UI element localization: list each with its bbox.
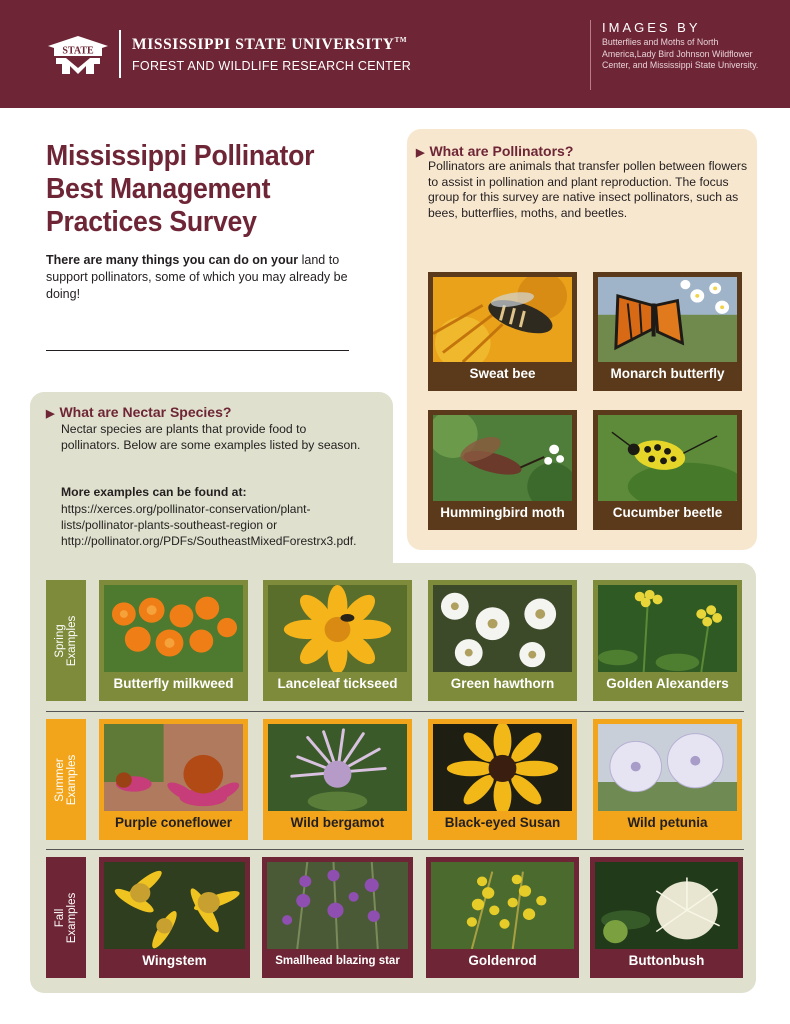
pollinator-label: Cucumber beetle [612,505,723,520]
page-title: Mississippi Pollinator Best Management Practices Survey [46,140,315,238]
plant-card [428,719,577,840]
wild-bergamot-photo [268,724,407,811]
butterfly-milkweed-photo [104,585,243,672]
plant-label: Butterfly milkweed [113,676,234,691]
wingstem-photo [104,862,245,949]
season-label-text: Spring Examples [54,615,78,666]
svg-text:STATE: STATE [62,45,94,57]
golden-alexanders-photo [598,585,737,672]
season-label-text: Summer Examples [54,754,78,805]
row-divider [46,711,744,712]
season-label-spring [46,580,86,701]
pollinator-card-cucumber-beetle [593,410,742,530]
plant-label: Purple coneflower [114,815,233,830]
university-wordmark [119,30,411,78]
pollinator-label: Monarch butterfly [610,366,725,381]
university-name: MISSISSIPPI STATE UNIVERSITY™ [132,36,408,53]
plant-card [263,580,412,701]
beetle-photo [598,415,737,501]
research-center-name: FOREST AND WILDLIFE RESEARCH CENTER [132,59,412,73]
triangle-bullet-icon: ▶ [416,147,425,159]
plant-card [593,580,742,701]
pollinator-card-monarch [593,272,742,391]
plant-label: Golden Alexanders [606,676,729,691]
plant-card [99,719,248,840]
wild-petunia-photo [598,724,737,811]
pollinators-heading: ▶ What are Pollinators? [416,143,574,159]
buttonbush-photo [595,862,738,949]
plant-label: Smallhead blazing star [275,955,400,967]
pollinators-description: Pollinators are animals that transfer pollen between flowers to assist in pollination and plant reproduction. The focus group for this survey are native insect pollinators, such as bees, butterflies, moths, and beetles. [428,159,748,220]
bee-photo [433,277,572,362]
nectar-heading: ▶ What are Nectar Species? [46,404,232,420]
plant-card [590,857,743,978]
triangle-bullet-icon: ▶ [46,408,55,420]
purple-coneflower-photo [104,724,243,811]
msu-logo [46,34,110,76]
plant-card [428,580,577,701]
goldenrod-photo [431,862,574,949]
plant-card [426,857,579,978]
plant-card [593,719,742,840]
image-credits-title: IMAGES BY [602,20,701,35]
more-examples-heading: More examples can be found at: [61,485,247,499]
plant-card [99,857,250,978]
row-divider [46,849,744,850]
plant-label: Wild petunia [627,815,708,830]
plant-label: Green hawthorn [450,676,555,691]
season-label-fall [46,857,86,978]
nectar-description: Nectar species are plants that provide food to pollinators. Below are some examples listed by season. [61,422,361,452]
image-credits [590,20,770,90]
season-label-summer [46,719,86,840]
lanceleaf-tickseed-photo [268,585,407,672]
plant-card [99,580,248,701]
plant-label: Goldenrod [468,953,537,968]
pollinator-card-sweat-bee [428,272,577,391]
plant-card [262,857,413,978]
plant-label: Wingstem [142,953,207,968]
page-header [0,0,790,108]
moth-photo [433,415,572,501]
pollinator-label: Hummingbird moth [440,505,565,520]
smallhead-blazing-star-photo [267,862,408,949]
image-credits-text: Butterflies and Moths of North America,Lady Bird Johnson Wildflower Center, and Mississippi State University. [602,37,759,70]
more-examples-links: https://xerces.org/pollinator-conservation/plant-lists/pollinator-plants-southeast-region or http://pollinator.org/PDFs/SoutheastMixedForestrx3.pdf. [61,502,357,548]
black-eyed-susan-photo [433,724,572,811]
plant-label: Black-eyed Susan [444,815,561,830]
green-hawthorn-photo [433,585,572,672]
plant-label: Wild bergamot [290,815,385,830]
butterfly-photo [598,277,737,362]
plant-card [263,719,412,840]
pollinator-card-hummingbird-moth [428,410,577,530]
plant-label: Lanceleaf tickseed [277,676,398,691]
signature-line [46,350,349,351]
intro-text: There are many things you can do on your land to support pollinators, some of which you may already be doing! [46,253,348,301]
plant-label: Buttonbush [628,953,705,968]
pollinator-label: Sweat bee [469,366,536,381]
season-label-text: Fall Examples [54,892,78,943]
